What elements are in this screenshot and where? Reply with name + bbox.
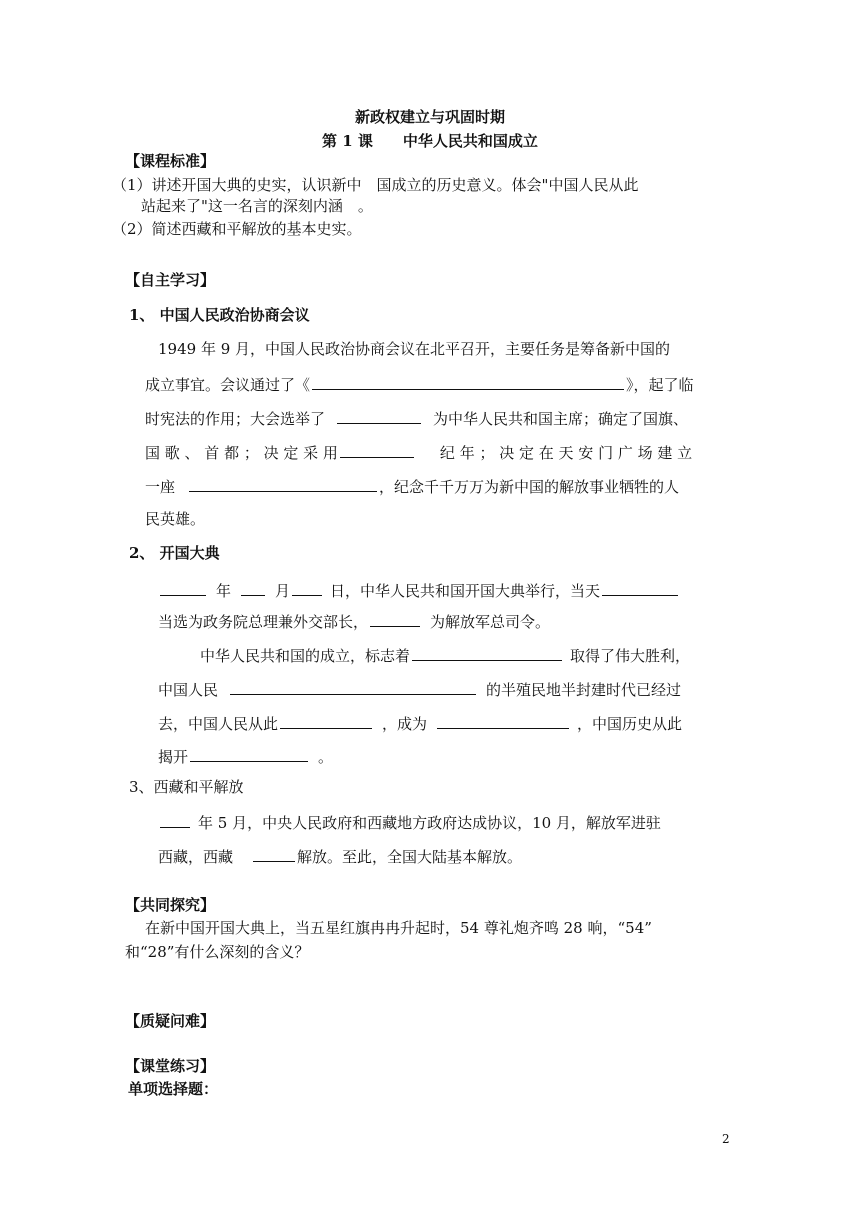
s2-line-5: 去，中国人民从此 ，成为 ，中国历史从此 — [158, 712, 682, 734]
blank-stood-up[interactable] — [280, 712, 372, 729]
standards-item-1b: 站起来了"这一名言的深刻内涵 。 — [141, 197, 373, 215]
standards-item-2: （2）简述西藏和平解放的基本史实。 — [112, 220, 362, 238]
blank-month[interactable] — [241, 579, 265, 596]
s1-line-5: 一座 ，纪念千千万万为新中国的解放事业牺牲的人 — [145, 475, 679, 497]
explore-line-2: 和“28”有什么深刻的含义？ — [125, 943, 310, 961]
explore-heading: 【共同探究】 — [125, 896, 216, 914]
blank-new-chapter[interactable] — [190, 745, 308, 762]
s2-line-3: 中华人民共和国的成立，标志着 取得了伟大胜利， — [200, 644, 690, 666]
blank-monument[interactable] — [189, 475, 377, 492]
practice-heading: 【课堂练习】 — [125, 1057, 216, 1075]
section-2-title: 2、 开国大典 — [129, 544, 220, 562]
blank-premier[interactable] — [602, 579, 678, 596]
document-title: 新政权建立与巩固时期 — [354, 108, 505, 126]
blank-became[interactable] — [437, 712, 569, 729]
s3-line-2: 西藏，西藏 解放。至此，全国大陆基本解放。 — [158, 845, 522, 867]
s1-line-6: 民英雄。 — [145, 510, 206, 528]
s1-line-1: 1949 年 9 月，中国人民政治协商会议在北平召开，主要任务是筹备新中国的 — [158, 340, 671, 358]
s2-line-6: 揭开 。 — [158, 745, 333, 767]
blank-chairman[interactable] — [337, 407, 421, 424]
blank-day[interactable] — [292, 579, 322, 596]
section-1-title: 1、 中国人民政治协商会议 — [129, 306, 310, 324]
s2-line-2: 当选为政务院总理兼外交部长， 为解放军总司令。 — [158, 610, 550, 632]
s2-line-4: 中国人民 的半殖民地半封建时代已经过 — [158, 678, 681, 700]
standards-item-1a: （1）讲述开国大典的史实，认识新中 国成立的历史意义。体会"中国人民从此 — [112, 176, 639, 194]
s1-line-3: 时宪法的作用；大会选举了 为中华人民共和国主席；确定了国旗、 — [145, 407, 688, 429]
s1-line-2: 成立事宜。会议通过了《 》，起了临 — [145, 373, 694, 395]
blank-year[interactable] — [160, 579, 206, 596]
blank-tibet-status[interactable] — [253, 845, 295, 862]
lesson-title: 第 1 课 中华人民共和国成立 — [322, 132, 538, 150]
page-number: 2 — [722, 1132, 730, 1146]
explore-line-1: 在新中国开国大典上，当五星红旗冉冉升起时，54 尊礼炮齐鸣 28 响，“54” — [145, 919, 652, 937]
questions-heading: 【质疑问难】 — [125, 1012, 216, 1030]
s3-line-1: 年 5 月，中央人民政府和西藏地方政府达成协议，10 月，解放军进驻 — [158, 811, 661, 833]
practice-subheading: 单项选择题： — [128, 1080, 219, 1098]
blank-calendar[interactable] — [340, 441, 414, 458]
blank-commander[interactable] — [370, 610, 420, 627]
blank-suffered[interactable] — [230, 678, 476, 695]
blank-revolution[interactable] — [412, 644, 562, 661]
s1-line-4: 国 歌 、 首 都 ； 决 定 采 用 纪 年 ； 决 定 在 天 安 门 广 场 建 立 — [145, 441, 692, 463]
self-study-heading: 【自主学习】 — [125, 271, 216, 289]
blank-tibet-year[interactable] — [160, 811, 190, 828]
blank-common-program[interactable] — [312, 373, 624, 390]
s2-line-1: 年 月 日，中华人民共和国开国大典举行，当天 — [158, 579, 680, 601]
section-3-title: 3、西藏和平解放 — [129, 778, 244, 796]
standards-heading: 【课程标准】 — [125, 152, 216, 170]
